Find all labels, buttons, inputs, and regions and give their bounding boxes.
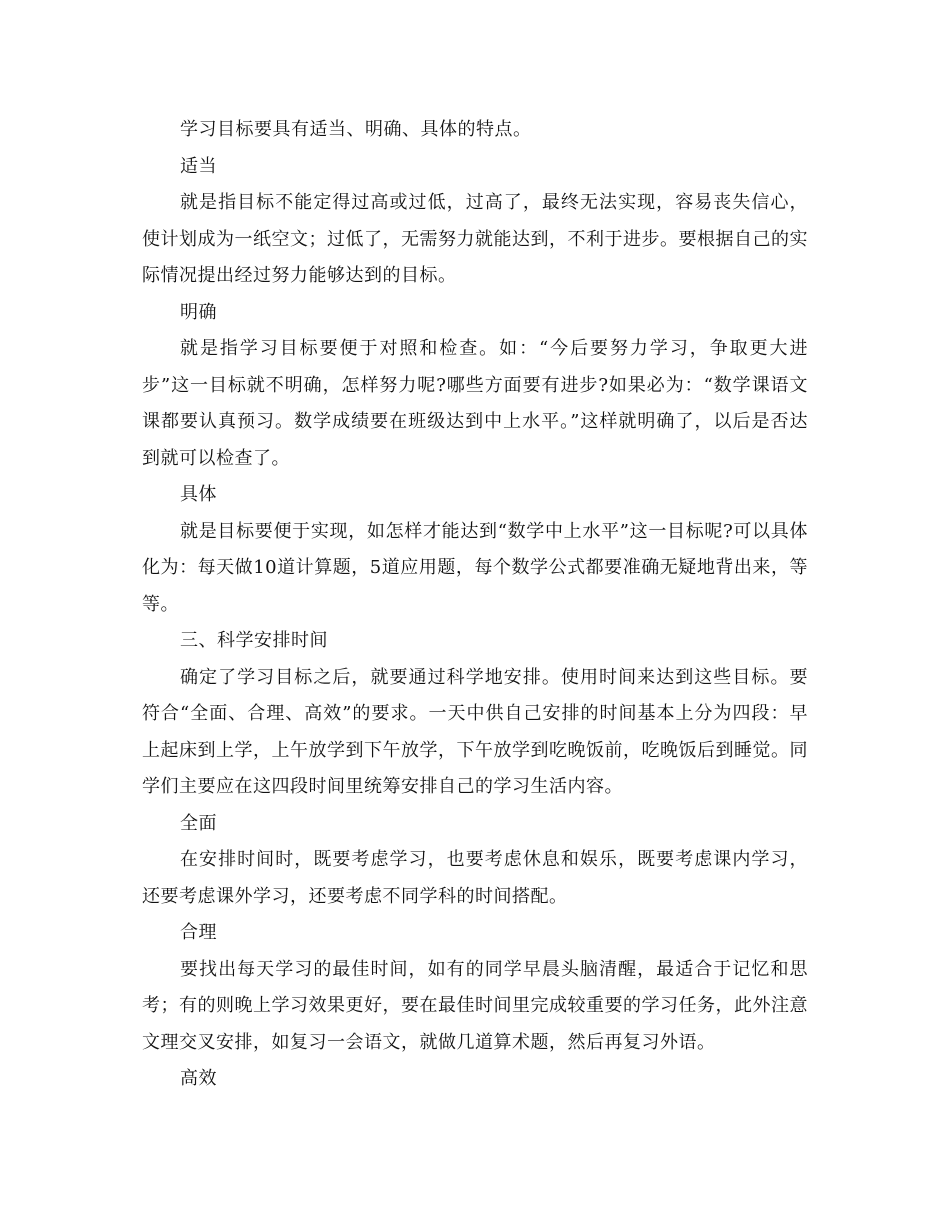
paragraph-comprehensive: 在安排时间时，既要考虑学习，也要考虑休息和娱乐，既要考虑课内学习，还要考虑课外学习，还要考虑不同学科的时间搭配。 [142, 849, 808, 907]
paragraph-reasonable: 要找出每天学习的最佳时间，如有的同学早晨头脑清醒，最适合于记忆和思考；有的则晚上学习效果更好，要在最佳时间里完成较重要的学习任务，此外注意文理交叉安排，如复习一会语文，就做几道算术题，然后再复习外语。 [142, 958, 808, 1053]
heading-comprehensive: 全面 [180, 812, 217, 834]
heading-appropriate: 适当 [180, 155, 217, 177]
heading-efficient: 高效 [180, 1068, 217, 1089]
heading-concrete: 具体 [180, 484, 217, 505]
heading-reasonable: 合理 [180, 922, 217, 943]
heading-clear: 明确 [180, 301, 217, 323]
paragraph-clear: 就是指学习目标要便于对照和检查。如：“今后要努力学习，争取更大进步”这一目标就不明确，怎样努力呢?哪些方面要有进步?如果必为：“数学课语文课都要认真预习。数学成绩要在班级达到中上水平。”这样就明确了，以后是否达到就可以检查了。 [142, 338, 808, 469]
document-page [142, 112, 808, 1098]
paragraph-concrete: 就是目标要便于实现，如怎样才能达到“数学中上水平”这一目标呢?可以具体化为：每天做10道计算题，5道应用题，每个数学公式都要准确无疑地背出来，等等。 [142, 520, 808, 615]
heading-section-three: 三、科学安排时间 [180, 630, 328, 651]
paragraph-schedule: 确定了学习目标之后，就要通过科学地安排。使用时间来达到这些目标。要符合“全面、合理、高效”的要求。一天中供自己安排的时间基本上分为四段：早上起床到上学，上午放学到下午放学，下午放学到吃晚饭前，吃晚饭后到睡觉。同学们主要应在这四段时间里统筹安排自己的学习生活内容。 [142, 666, 808, 797]
paragraph-appropriate: 就是指目标不能定得过高或过低，过高了，最终无法实现，容易丧失信心，使计划成为一纸空文；过低了，无需努力就能达到，不利于进步。要根据自己的实际情况提出经过努力能够达到的目标。 [142, 192, 808, 286]
paragraph-intro: 学习目标要具有适当、明确、具体的特点。 [180, 119, 532, 140]
